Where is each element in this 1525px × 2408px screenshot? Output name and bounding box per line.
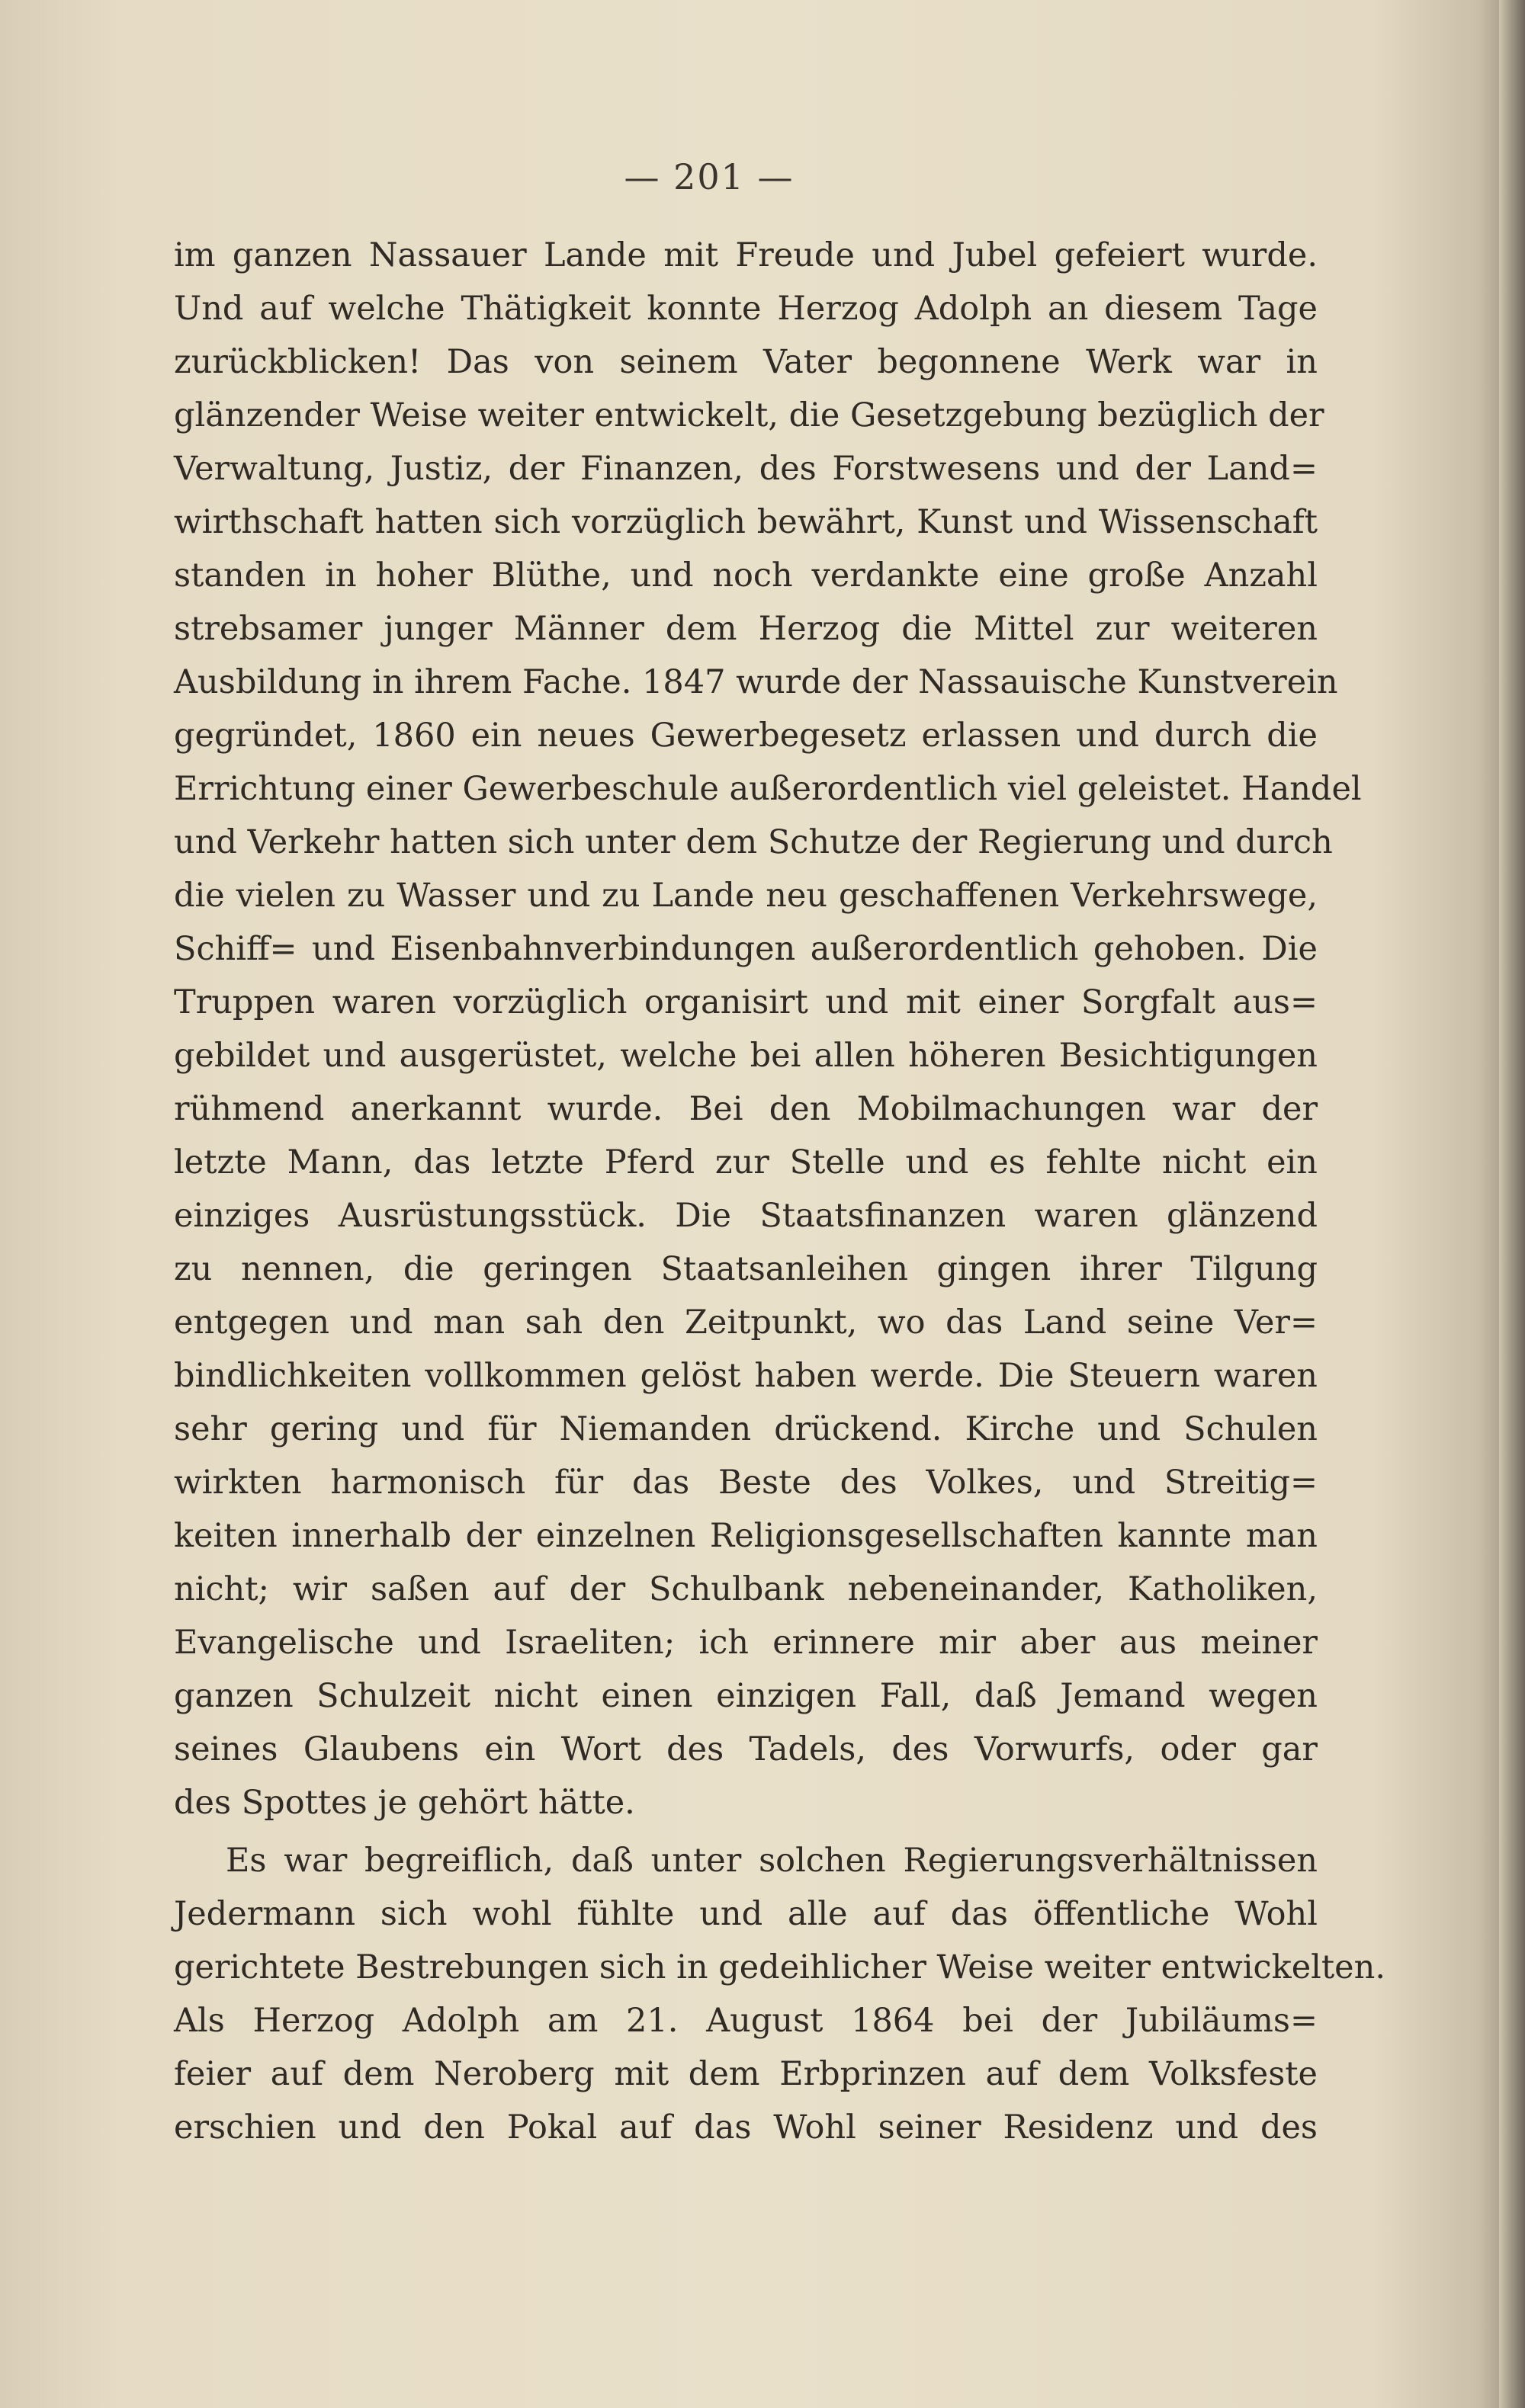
text-line: feier auf dem Neroberg mit dem Erbprinzen auf dem Volksfeste — [174, 2055, 1318, 2093]
text-line: keiten innerhalb der einzelnen Religionsgesellschaften kannte man — [174, 1517, 1318, 1555]
text-line: einziges Ausrüstungsstück. Die Staatsfinanzen waren glänzend — [174, 1197, 1318, 1235]
text-line: letzte Mann, das letzte Pferd zur Stelle und es fehlte nicht ein — [174, 1143, 1318, 1182]
text-line: nicht; wir saßen auf der Schulbank nebeneinander, Katholiken, — [174, 1570, 1318, 1608]
text-line: gebildet und ausgerüstet, welche bei allen höheren Besichtigungen — [174, 1037, 1318, 1075]
text-line: sehr gering und für Niemanden drückend. Kirche und Schulen — [174, 1410, 1318, 1448]
text-line: strebsamer junger Männer dem Herzog die Mittel zur weiteren — [174, 610, 1318, 648]
text-line: Jedermann sich wohl fühlte und alle auf das öffentliche Wohl — [174, 1895, 1318, 1933]
text-line: Als Herzog Adolph am 21. August 1864 bei der Jubiläums= — [174, 2002, 1318, 2040]
text-line: zurückblicken! Das von seinem Vater begonnene Werk war in — [174, 343, 1318, 381]
text-line: wirkten harmonisch für das Beste des Volkes, und Streitig= — [174, 1464, 1318, 1502]
text-line: bindlichkeiten vollkommen gelöst haben werde. Die Steuern waren — [174, 1357, 1318, 1395]
text-line: ganzen Schulzeit nicht einen einzigen Fall, daß Jemand wegen — [174, 1677, 1318, 1715]
text-line: und Verkehr hatten sich unter dem Schutze der Regierung und durch — [174, 823, 1333, 861]
text-line: Es war begreiflich, daß unter solchen Regierungsverhältnissen — [226, 1842, 1318, 1880]
text-line: wirthschaft hatten sich vorzüglich bewährt, Kunst und Wissenschaft — [174, 503, 1318, 541]
text-line: entgegen und man sah den Zeitpunkt, wo das Land seine Ver= — [174, 1303, 1318, 1342]
body-text — [174, 229, 1385, 2154]
text-line: Schiff= und Eisenbahnverbindungen außerordentlich gehoben. Die — [174, 930, 1318, 968]
text-line: gegründet, 1860 ein neues Gewerbegesetz erlassen und durch die — [174, 717, 1318, 755]
text-line: Verwaltung, Justiz, der Finanzen, des Forstwesens und der Land= — [174, 450, 1318, 488]
text-line: die vielen zu Wasser und zu Lande neu geschaffenen Verkehrswege, — [174, 877, 1318, 915]
text-line: seines Glaubens ein Wort des Tadels, des Vorwurfs, oder gar — [174, 1730, 1318, 1768]
text-line: im ganzen Nassauer Lande mit Freude und Jubel gefeiert wurde. — [174, 236, 1318, 274]
text-line: rühmend anerkannt wurde. Bei den Mobilmachungen war der — [174, 1090, 1318, 1128]
paragraph-2 — [174, 1834, 1385, 2154]
page-number: — 201 — — [624, 156, 795, 197]
text-line: erschien und den Pokal auf das Wohl seiner Residenz und des — [174, 2108, 1318, 2147]
text-line: glänzender Weise weiter entwickelt, die Gesetzgebung bezüglich der — [174, 396, 1324, 434]
text-line: Und auf welche Thätigkeit konnte Herzog Adolph an diesem Tage — [174, 290, 1318, 328]
text-line: zu nennen, die geringen Staatsanleihen gingen ihrer Tilgung — [174, 1250, 1318, 1288]
text-line: standen in hoher Blüthe, und noch verdankte eine große Anzahl — [174, 556, 1318, 595]
page-edge — [1499, 0, 1525, 2408]
text-line: gerichtete Bestrebungen sich in gedeihlicher Weise weiter entwickelten. — [174, 1948, 1385, 1986]
text-line: Errichtung einer Gewerbeschule außerordentlich viel geleistet. Handel — [174, 770, 1362, 808]
text-line: Ausbildung in ihrem Fache. 1847 wurde der Nassauische Kunstverein — [174, 663, 1338, 701]
text-line: des Spottes je gehört hätte. — [174, 1784, 635, 1822]
text-line: Evangelische und Israeliten; ich erinnere mir aber aus meiner — [174, 1624, 1318, 1662]
text-line: Truppen waren vorzüglich organisirt und mit einer Sorgfalt aus= — [174, 983, 1318, 1021]
paragraph-1 — [174, 229, 1362, 1829]
